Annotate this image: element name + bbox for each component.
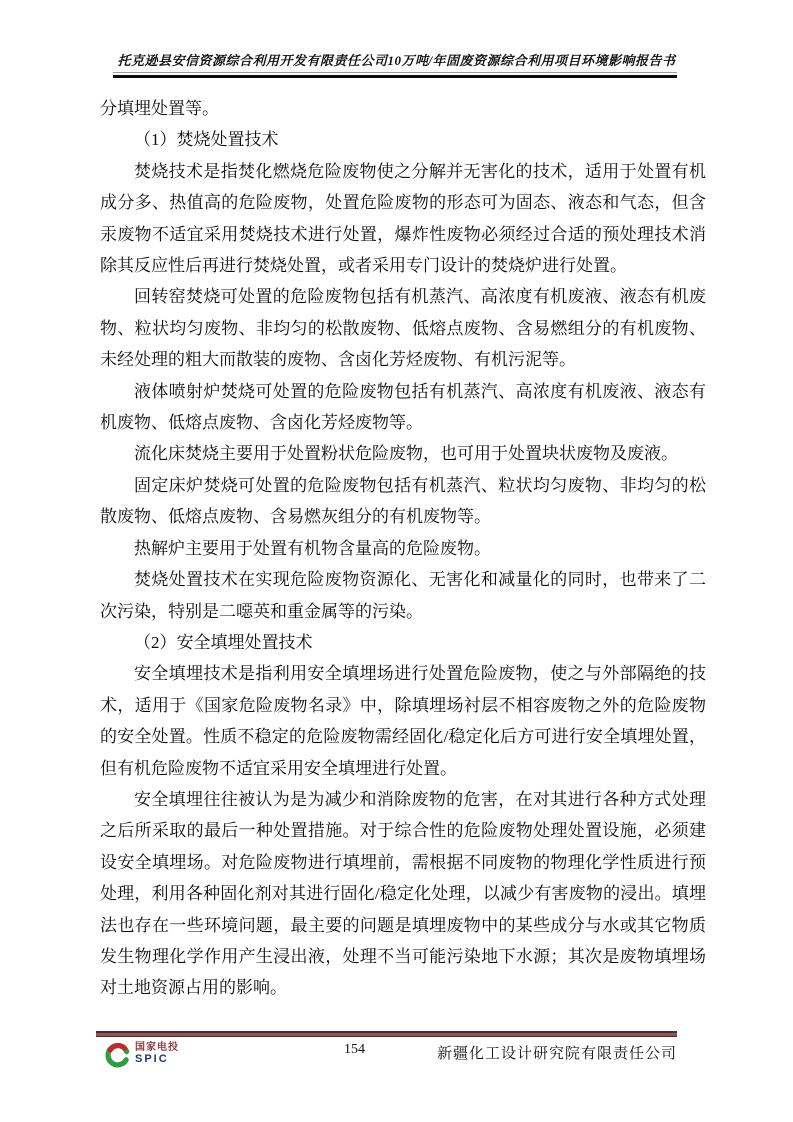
spic-logo — [104, 1041, 179, 1068]
logo-text-en: SPIC — [135, 1052, 169, 1065]
body-paragraph: 安全填埋技术是指利用安全填埋场进行处置危险废物，使之与外部隔绝的技术，适用于《国家危险废物名录》中，除填埋场衬层不相容废物之外的危险废物的安全处置。性质不稳定的危险废物需经固化/稳定化后方可进行安全填埋处置，但有机危险废物不适宜采用安全填埋进行处置。 — [100, 664, 706, 778]
body-paragraph: 安全填埋往往被认为是为减少和消除废物的危害，在对其进行各种方式处理之后所采取的最后一种处置措施。对于综合性的危险废物处理处置设施，必须建设安全填埋场。对危险废物进行填埋前，需根据不同废物的物理化学性质进行预处理，利用各种固化剂对其进行固化/稳定化处理，以减少有害废物的浸出。填埋法也存在一些环境问题，最主要的问题是填埋废物中的某些成分与水或其它物质发生物理化学作用产生浸出液，处理不当可能污染地下水源；其次是废物填埋场对土地资源占用的影响。 — [100, 789, 706, 998]
page-footer — [100, 1040, 677, 1080]
page-number: 154 — [344, 1042, 365, 1057]
logo-text-cn: 国家电投 — [135, 1042, 179, 1054]
body-paragraph: 固定床炉焚烧可处置的危险废物包括有机蒸汽、粒状均匀废物、非均匀的松散废物、低熔点废物、含易燃灰组分的有机废物等。 — [100, 475, 706, 527]
page-header-title: 托克逊县安信资源综合利用开发有限责任公司10万吨/年固废资源综合利用项目环境影响报告书 — [117, 53, 676, 68]
body-heading-1: （1）焚烧处置技术 — [134, 130, 279, 150]
body-heading-2: （2）安全填埋处置技术 — [134, 632, 313, 652]
header-rule — [113, 72, 677, 78]
body-paragraph: 焚烧技术是指焚化燃烧危险废物使之分解并无害化的技术，适用于处置有机成分多、热值高的危险废物，处置危险废物的形态可为固态、液态和气态，但含汞废物不适宜采用焚烧技术进行处置，爆炸性废物必须经过合适的预处理技术消除其反应性后再进行焚烧处置，或者采用专门设计的焚烧炉进行处置。 — [100, 161, 706, 276]
document-body — [100, 93, 706, 1004]
body-paragraph: 流化床焚烧主要用于处置粉状危险废物，也可用于处置块状废物及废液。 — [134, 444, 678, 464]
body-paragraph: 液体喷射炉焚烧可处置的危险废物包括有机蒸汽、高浓度有机废液、液态有机废物、低熔点废物、含卤化芳烃废物等。 — [100, 381, 706, 433]
body-paragraph: 回转窑焚烧可处置的危险废物包括有机蒸汽、高浓度有机废液、液态有机废物、粒状均匀废物、非均匀的松散废物、低熔点废物、含易燃组分的有机废物、未经处理的粗大而散装的废物、含卤化芳烃废物、有机污泥等。 — [100, 287, 706, 370]
spic-logo-text — [135, 1043, 179, 1065]
body-paragraph: 分填埋处置等。 — [100, 99, 219, 118]
spic-logo-icon — [104, 1041, 131, 1068]
footer-company-name: 新疆化工设计研究院有限责任公司 — [436, 1046, 677, 1062]
body-paragraph: 热解炉主要用于处置有机物含量高的危险废物。 — [134, 538, 491, 558]
footer-rule — [96, 1031, 677, 1037]
body-paragraph: 焚烧处置技术在实现危险废物资源化、无害化和减量化的同时，也带来了二次污染，特别是二噁英和重金属等的污染。 — [100, 570, 706, 621]
